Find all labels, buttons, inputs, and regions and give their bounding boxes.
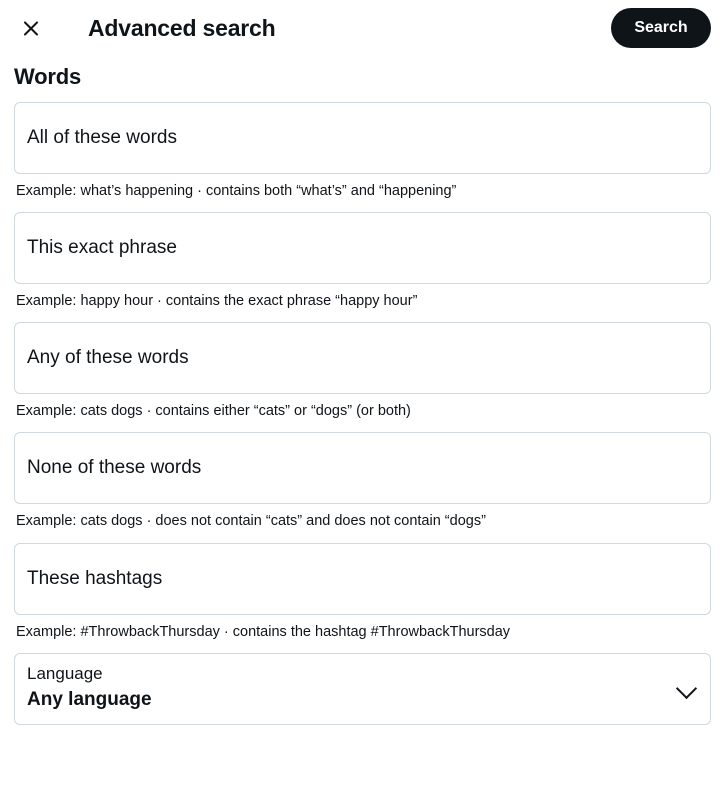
language-value: Any language	[27, 689, 152, 711]
chevron-down-icon	[678, 680, 696, 698]
field-group-any-of-these-words	[14, 322, 711, 420]
any-of-these-words-box[interactable]	[14, 322, 711, 394]
language-select[interactable]	[14, 653, 711, 725]
none-of-these-words-input[interactable]	[27, 457, 698, 479]
header	[0, 0, 725, 56]
close-button[interactable]	[14, 11, 48, 45]
this-exact-phrase-hint: Example: happy hour · contains the exact phrase “happy hour”	[16, 293, 418, 310]
none-of-these-words-box[interactable]	[14, 432, 711, 504]
these-hashtags-box[interactable]	[14, 543, 711, 615]
field-group-none-of-these-words	[14, 432, 711, 530]
section-title-words: Words	[14, 64, 82, 89]
words-fields	[0, 102, 725, 725]
all-of-these-words-box[interactable]	[14, 102, 711, 174]
close-icon	[22, 19, 41, 38]
all-of-these-words-hint: Example: what’s happening · contains both “what’s” and “happening”	[16, 183, 457, 199]
field-group-language	[14, 653, 711, 725]
all-of-these-words-input[interactable]	[27, 127, 698, 149]
this-exact-phrase-input[interactable]	[27, 237, 698, 259]
this-exact-phrase-box[interactable]	[14, 212, 711, 284]
field-group-these-hashtags	[14, 543, 711, 641]
any-of-these-words-hint: Example: cats dogs · contains either “cats” or “dogs” (or both)	[16, 403, 411, 420]
page-title: Advanced search	[88, 14, 276, 41]
these-hashtags-hint: Example: #ThrowbackThursday · contains the hashtag #ThrowbackThursday	[16, 623, 511, 640]
search-button[interactable]: Search	[611, 8, 711, 48]
field-group-all-of-these-words	[14, 102, 711, 200]
none-of-these-words-hint: Example: cats dogs · does not contain “cats” and does not contain “dogs”	[16, 513, 486, 530]
field-group-this-exact-phrase	[14, 212, 711, 310]
any-of-these-words-input[interactable]	[27, 347, 698, 369]
language-label: Language	[27, 663, 103, 683]
these-hashtags-input[interactable]	[27, 568, 698, 590]
